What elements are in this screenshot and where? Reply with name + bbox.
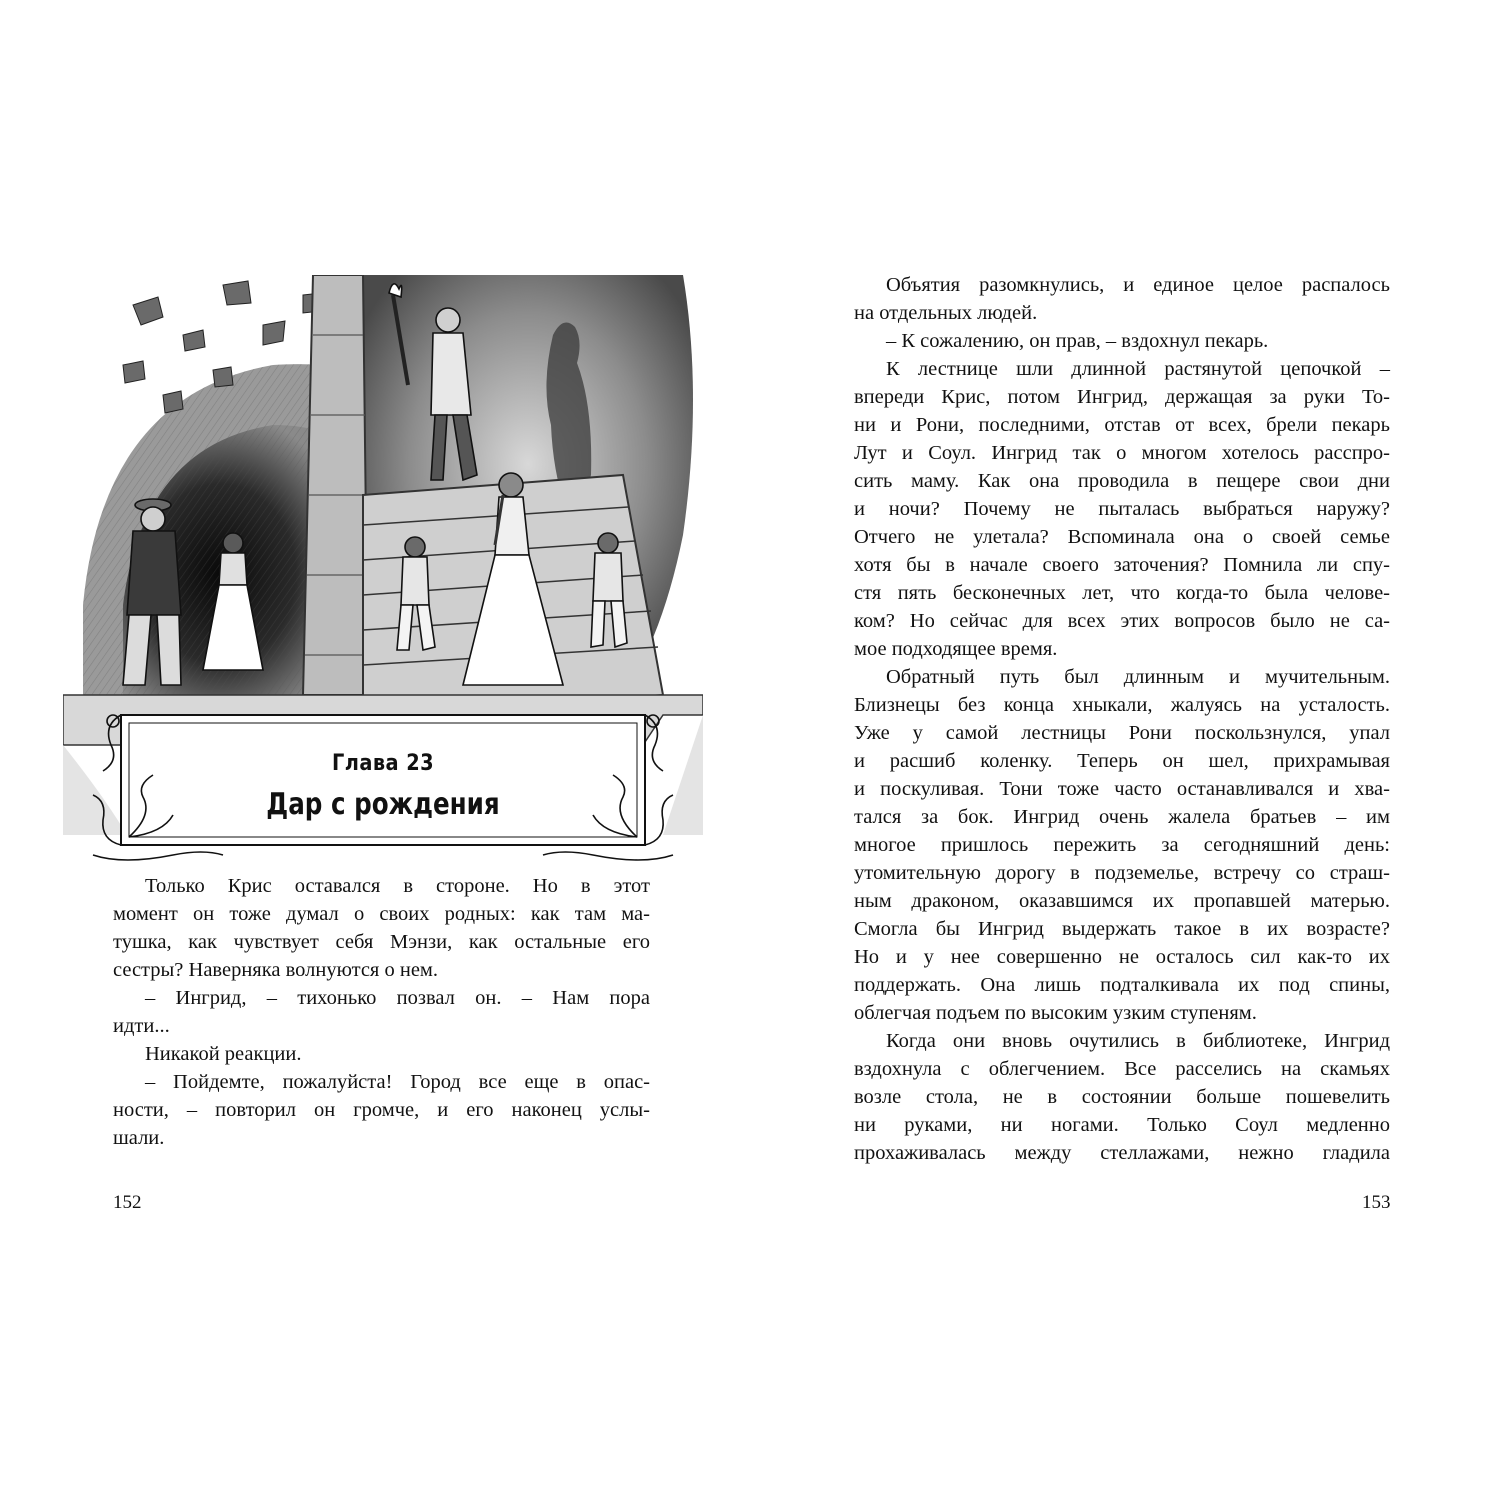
text-line: К лестнице шли длинной растянутой цепочкой – <box>886 358 1390 380</box>
text-line: – Ингрид, – тихонько позвал он. – Нам пора <box>145 987 650 1009</box>
chapter-heading-frame <box>63 705 703 865</box>
text-line: Уже у самой лестницы Рони поскользнулся, упал <box>854 722 1390 744</box>
text-line: Смогла бы Ингрид выдержать такое в их возрасте? <box>854 918 1390 940</box>
text-line: ни руками, ни ногами. Только Соул медленно <box>854 1114 1390 1136</box>
page-number-right: 153 <box>1362 1192 1391 1213</box>
page-number-left: 152 <box>113 1192 142 1213</box>
text-line: тался за бок. Ингрид очень жалела братьев – им <box>854 806 1390 828</box>
text-line: мое подходящее время. <box>854 638 1058 660</box>
text-line: прохаживалась между стеллажами, нежно гладила <box>854 1142 1390 1164</box>
text-line: Но и у нее совершенно не осталось сил как-то их <box>854 946 1390 968</box>
right-page-text <box>854 271 1390 1167</box>
left-page-text <box>113 872 650 1152</box>
text-line: Лут и Соул. Ингрид так о многом хотелось расспро- <box>854 442 1390 464</box>
text-line: и поскуливая. Тони тоже часто останавливался и хва- <box>854 778 1390 800</box>
text-line: на отдельных людей. <box>854 302 1038 324</box>
text-line: Никакой реакции. <box>145 1043 302 1065</box>
stone-pillar <box>303 275 368 695</box>
text-line: Обратный путь был длинным и мучительным. <box>886 666 1390 688</box>
text-line: Только Крис оставался в стороне. Но в этот <box>145 875 650 897</box>
text-line: сить маму. Как она проводила в пещере свои дни <box>854 470 1390 492</box>
text-line: сестры? Наверняка волнуются о нем. <box>113 959 439 981</box>
text-line: момент он тоже думал о своих родных: как там ма- <box>113 903 650 925</box>
text-line: тушка, как чувствует себя Мэнзи, как остальные его <box>113 931 650 953</box>
text-line: – К сожалению, он прав, – вздохнул пекарь. <box>886 330 1269 352</box>
text-line: Объятия разомкнулись, и единое целое распалось <box>886 274 1390 296</box>
text-line: ности, – повторил он громче, и его наконец услы- <box>113 1099 650 1121</box>
right-page <box>750 0 1500 1500</box>
text-line: – Пойдемте, пожалуйста! Город все еще в опас- <box>145 1071 650 1093</box>
text-line: утомительную дорогу в подземелье, встречу со страш- <box>854 862 1390 884</box>
text-line: ком? Но сейчас для всех этих вопросов было не са- <box>854 610 1390 632</box>
text-line: многое пришлось пережить за сегодняшний день: <box>854 834 1390 856</box>
text-line: и расшиб коленку. Теперь он шел, прихрамывая <box>854 750 1390 772</box>
text-line: хотя бы в начале своего заточения? Помнила ли спу- <box>854 554 1390 576</box>
text-line: и ночи? Почему не пыталась выбраться наружу? <box>854 498 1390 520</box>
text-line: шали. <box>113 1127 165 1149</box>
chapter-title: Дар с рождения <box>266 787 500 822</box>
text-line: возле стола, не в состоянии больше пошевелить <box>854 1086 1390 1108</box>
text-line: впереди Крис, потом Ингрид, держащая за руки То- <box>854 386 1390 408</box>
text-line: идти... <box>113 1015 170 1037</box>
chapter-number: Глава 23 <box>331 751 435 776</box>
text-line: облегчая подъем по высоким узким ступеням. <box>854 1002 1257 1024</box>
text-line: ным драконом, оказавшимся их пропавшей матерью. <box>854 890 1390 912</box>
text-line: стя пять бесконечных лет, что когда-то была челове- <box>854 582 1390 604</box>
text-line: Отчего не улетала? Вспоминала она о своей семье <box>854 526 1390 548</box>
text-line: вздохнула с облегчением. Все расселись на скамьях <box>854 1058 1390 1080</box>
text-line: Близнецы без конца хныкали, жалуясь на усталость. <box>854 694 1390 716</box>
text-line: Когда они вновь очутились в библиотеке, Ингрид <box>886 1030 1390 1052</box>
text-line: ни и Рони, последними, отстав от всех, брели пекарь <box>854 414 1390 436</box>
text-line: поддержать. Она лишь подталкивала их под спины, <box>854 974 1390 996</box>
